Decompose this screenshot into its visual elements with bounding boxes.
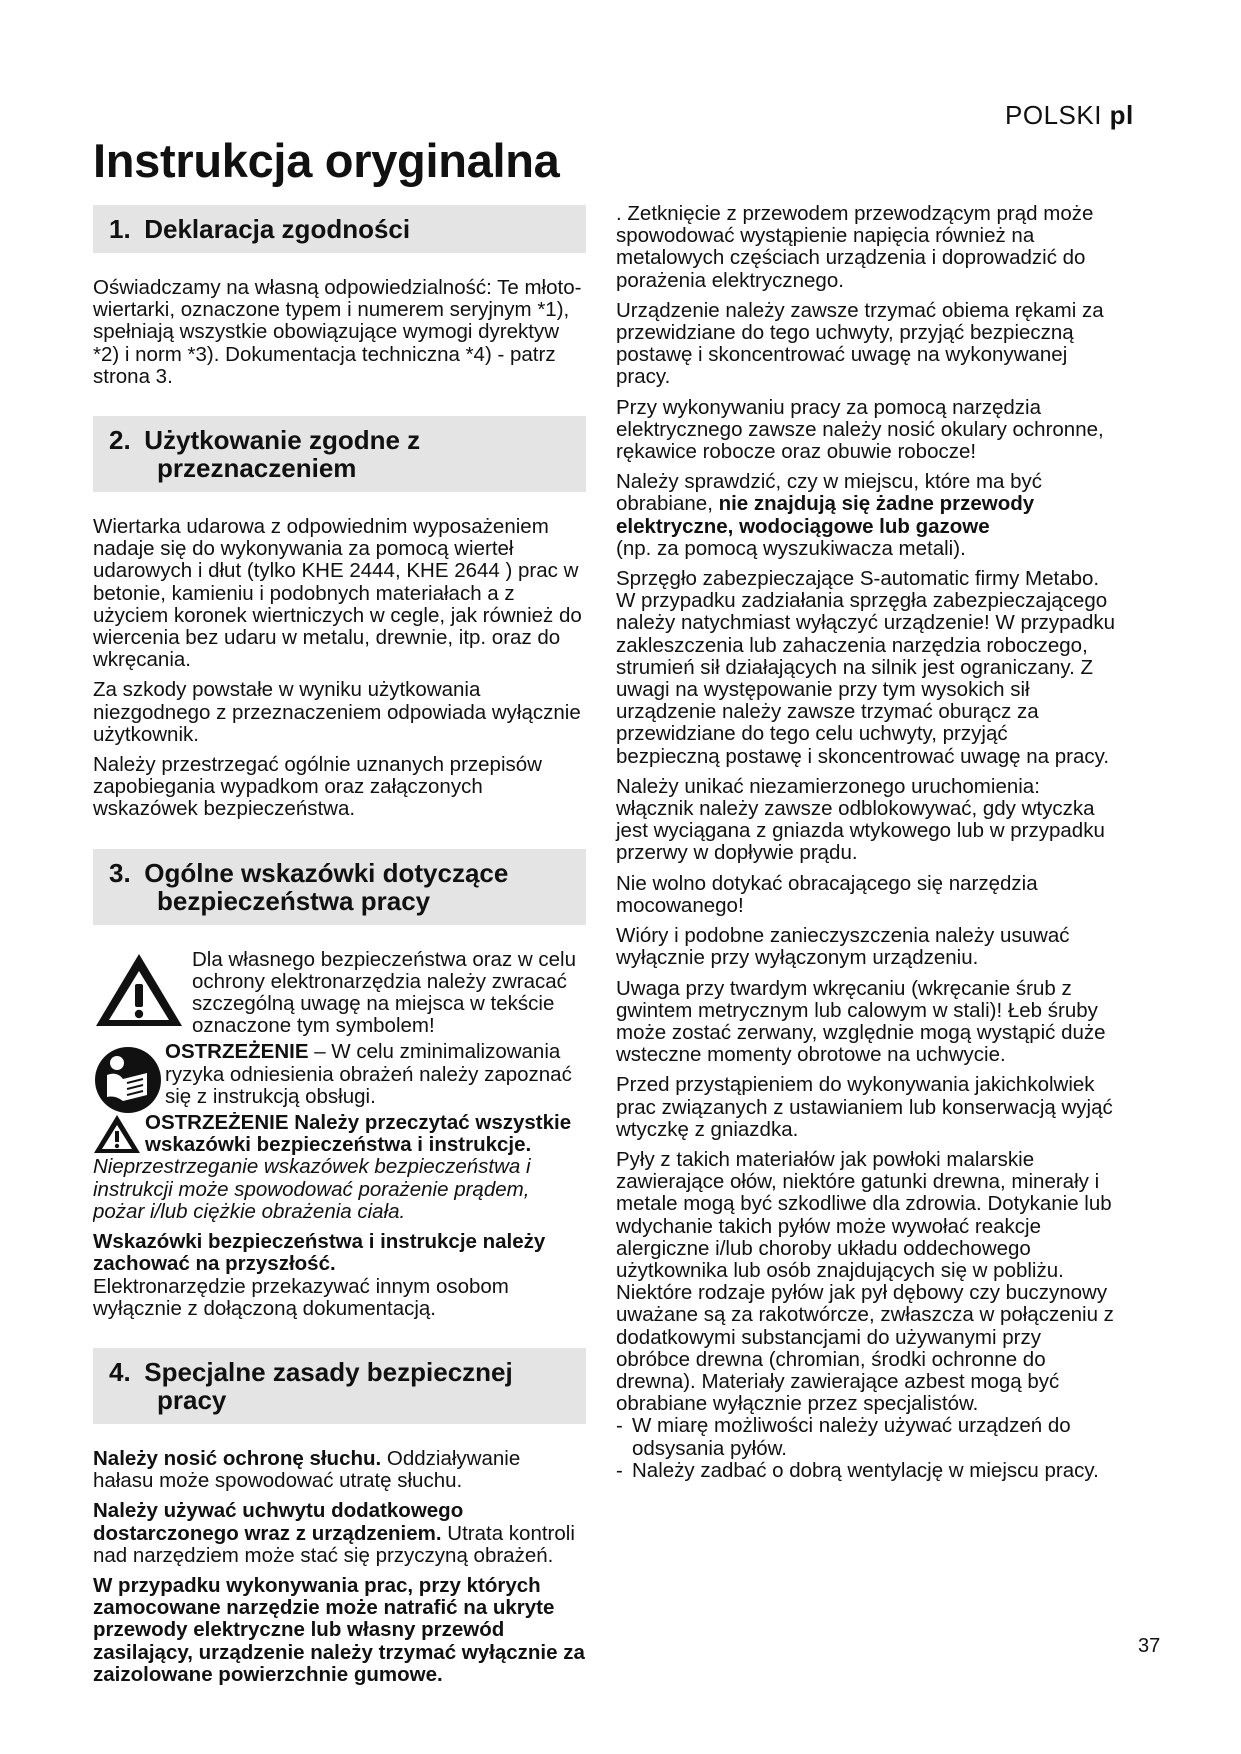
section-2-heading <box>93 416 586 492</box>
dust-paragraph-1: Pyły z takich materiałów jak powłoki malarskie zawierające ołów, niektóre gatunki drewna, minerały i metale mogą być szkodliwe dla zdrowia. Dotykanie lub wdychanie takich pyłów może wywołać reakcje alergiczne i/lub choroby układu oddechowego użytkownika lub osób znajdujących się w pobliżu. <box>616 1147 1112 1282</box>
symbol-note <box>93 949 586 1038</box>
check-paragraph-bold: nie znajdują się żadne przewody elektryczne, wodociągowe lub gazowe <box>616 492 1035 538</box>
list-item: - Należy zadbać o dobrą wentylację w miejscu pracy. <box>616 1460 1116 1482</box>
clutch-paragraph <box>616 568 1116 768</box>
list-item: - W miarę możliwości należy używać urządzeń do odsysania pyłów. <box>616 1415 1116 1459</box>
clutch-paragraph-2: W przypadku zadziałania sprzęgła zabezpieczającego należy natychmiast wyłączyć urządzenie! W przypadku zakleszczenia lub zahaczenia narzędzia roboczego, strumień sił działających na silnik jest ograniczany. Z uwagi na występowanie przy tym wysokich sił urządzenie należy zawsze trzymać oburącz za przewidziane do tego celu uchwyty, przyjąć bezpieczną postawę i skoncentrować uwagę na pracy. <box>616 589 1116 768</box>
plug-paragraph: Przed przystąpieniem do wykonywania jakichkolwiek prac związanych z ustawianiem lub konserwacją wyjąć wtyczkę z gniazdka. <box>616 1073 1113 1141</box>
touch-paragraph: Nie wolno dotykać obracającego się narzędzia mocowanego! <box>616 871 1038 917</box>
warning-1-text <box>165 1041 586 1108</box>
page-number: 37 <box>1138 1635 1161 1657</box>
section-1-body: Oświadczamy na własną odpowiedzialność: Te młoto-wiertarki, oznaczone typem i numerem seryjnym *1), spełniają wszystkie obowiązujące wymogi dyrektyw *2) i norm *3). Dokumentacja techniczna *4) - patrz strona 3. <box>93 276 582 388</box>
section-4-p1-bold: Należy nosić ochronę słuchu. <box>93 1446 382 1470</box>
check-paragraph-a: Należy sprawdzić, czy w miejscu, które ma być obrabiane, <box>616 470 1043 516</box>
keep-instructions-bold: Wskazówki bezpieczeństwa i instrukcje należy zachować na przyszłość. <box>93 1230 546 1276</box>
warning-2-italic: Nieprzestrzeganie wskazówek bezpieczeństwa i instrukcji może spowodować porażenie prądem, pożar i/lub ciężkie obrażenia ciała. <box>93 1155 531 1223</box>
language-code: pl <box>1109 100 1134 130</box>
section-4-paragraph-3-continued: . Zetknięcie z przewodem przewodzącym prąd może spowodować wystąpienie napięcia również na metalowych częściach urządzenia i doprowadzić do porażenia elektrycznego. <box>616 202 1094 292</box>
language-name: POLSKI <box>1005 100 1102 130</box>
warning-2-bold: OSTRZEŻENIE Należy przeczytać wszystkie wskazówki bezpieczeństwa i instrukcje. <box>145 1112 572 1157</box>
right-column <box>616 203 1116 1482</box>
section-2-paragraph-1: Wiertarka udarowa z odpowiednim wyposażeniem nadaje się do wykonywania za pomocą wierteł udarowych i dłut (tylko KHE 2444, KHE 2644 ) prac w betonie, kamieniu i podobnych materiałach a z użyciem koronek wiertniczych w cegle, jak również do wiercenia bez udaru w metalu, drewnie, itp. oraz do wkręcania. <box>93 515 582 672</box>
section-1-heading <box>93 205 586 253</box>
warning-triangle-icon <box>93 951 185 1029</box>
left-column <box>93 205 586 1694</box>
section-4-paragraph-1 <box>93 1448 586 1492</box>
section-2-number: 2. <box>109 425 131 456</box>
section-4-title-line1: Specjalne zasady bezpiecznej <box>144 1356 513 1387</box>
section-4-paragraph-2 <box>93 1500 586 1567</box>
read-manual-warning <box>93 1041 586 1108</box>
section-2-title-line1: Użytkowanie zgodne z <box>144 425 421 456</box>
dust-paragraph-2: Niektóre rodzaje pyłów jak pył dębowy czy buczynowy uważane są za rakotwórcze, zwłaszcza w połączeniu z dodatkowymi substancjami do używanymi przy obróbce drewna (chromian, środki ochronne do drewna). Materiały zawierające azbest mogą być obrabiane wyłącznie przez specjalistów. <box>616 1281 1114 1416</box>
section-3-heading <box>93 849 586 925</box>
section-4-title-line2: pracy <box>157 1384 227 1415</box>
clutch-paragraph-1: Sprzęgło zabezpieczające S-automatic firmy Metabo. <box>616 567 1100 591</box>
start-paragraph: Należy unikać niezamierzonego uruchomienia: włącznik należy zawsze odblokowywać, gdy wtyczka jest wyciągana z gniazda wtykowego lub w przypadku przerwy w dopływie prądu. <box>616 774 1105 865</box>
warning-1-label: OSTRZEŻENIE <box>165 1040 309 1064</box>
section-4-p2-text: Utrata kontroli nad narzędziem może stać się przyczyną obrażeń. <box>93 1521 575 1567</box>
section-3-number: 3. <box>109 857 131 888</box>
section-2-title-line2: przeznaczeniem <box>157 453 357 484</box>
section-4-number: 4. <box>109 1356 131 1387</box>
section-4-paragraph-3 <box>93 1575 586 1686</box>
chips-paragraph: Wióry i podobne zanieczyszczenia należy usuwać wyłącznie przy wyłączonym urządzeniu. <box>616 924 1070 970</box>
check-paragraph-b: (np. za pomocą wyszukiwacza metali). <box>616 536 966 560</box>
warning-triangle-small-icon <box>93 1114 141 1154</box>
symbol-note-text: Dla własnego bezpieczeństwa oraz w celu ochrony elektronarzędzia należy zwracać szczególną uwagę na miejsca w tekście oznaczone tym symbolem! <box>192 947 577 1038</box>
ppe-paragraph: Przy wykonywaniu pracy za pomocą narzędzia elektrycznego zawsze należy nosić okulary ochronne, rękawice robocze oraz obuwie robocze! <box>616 395 1104 464</box>
section-4-heading <box>93 1348 586 1424</box>
keep-instructions-text: Elektronarzędzie przekazywać innym osobom wyłącznie z dołączoną dokumentacją. <box>93 1274 509 1320</box>
dust-bullet-list <box>616 1415 1116 1482</box>
section-3-title-line2: bezpieczeństwa pracy <box>157 885 431 916</box>
warning-2 <box>93 1112 586 1223</box>
warning-1-body: – W celu zminimalizowania ryzyka odniesienia obrażeń należy zapoznać się z instrukcją obsługi. <box>165 1040 572 1108</box>
page-title: Instrukcja oryginalna <box>93 134 560 187</box>
language-label <box>1005 100 1134 131</box>
hold-paragraph: Urządzenie należy zawsze trzymać obiema rękami za przewidziane do tego uchwyty, przyjąć bezpieczną postawę i skoncentrować uwagę na wykonywanej pracy. <box>616 298 1104 389</box>
dust-paragraph <box>616 1149 1116 1415</box>
section-4-p3-bold: W przypadku wykonywania prac, przy których zamocowane narzędzie może natrafić na ukryte przewody elektryczne lub własny przewód zasilający, urządzenie należy trzymać wyłącznie za zaizolowane powierzchnie gumowe. <box>93 1573 585 1686</box>
check-paragraph <box>616 471 1116 560</box>
section-3-title-line1: Ogólne wskazówki dotyczące <box>144 857 509 888</box>
section-4-p2-bold: Należy używać uchwytu dodatkowego dostarczonego wraz z urządzeniem. <box>93 1499 464 1545</box>
section-4-p1-text: Oddziaływanie hałasu może spowodować utratę słuchu. <box>93 1446 521 1493</box>
section-1-title: Deklaracja zgodności <box>144 214 411 244</box>
keep-instructions <box>93 1231 586 1320</box>
section-1-number: 1. <box>109 214 131 244</box>
section-2-paragraph-3: Należy przestrzegać ogólnie uznanych przepisów zapobiegania wypadkom oraz załączonych wskazówek bezpieczeństwa. <box>93 753 542 821</box>
section-2-paragraph-2: Za szkody powstałe w wyniku użytkowania niezgodnego z przeznaczeniem odpowiada wyłącznie użytkownik. <box>93 678 581 746</box>
screw-paragraph: Uwaga przy twardym wkręcaniu (wkręcanie śrub z gwintem metrycznym lub calowym w stali)! Łeb śruby może zostać zerwany, względnie mogą wystąpić duże wsteczne momenty obrotowe na uchwycie. <box>616 976 1106 1067</box>
read-manual-icon <box>93 1045 163 1115</box>
